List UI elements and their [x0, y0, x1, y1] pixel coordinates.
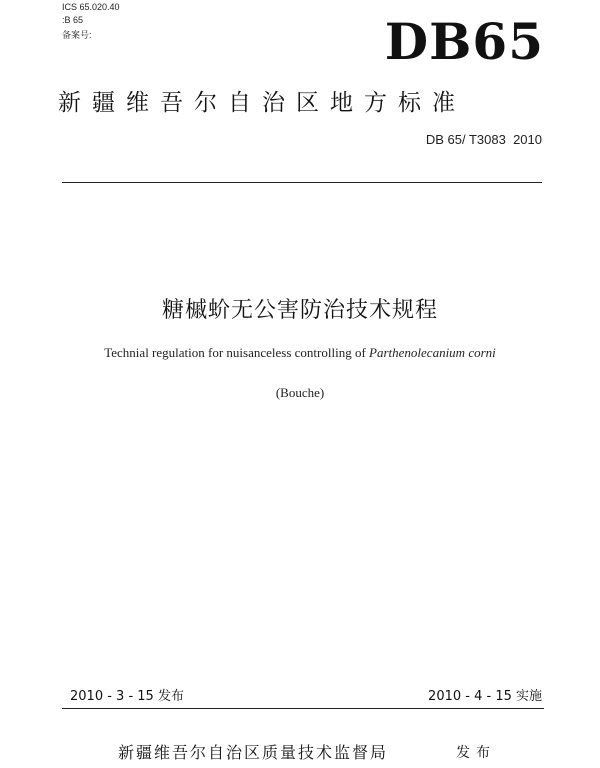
- chinese-title: 糖槭蚧无公害防治技术规程: [161, 298, 438, 323]
- issue-date: 2010 - 3 - 15 发布: [70, 689, 184, 704]
- standard-type-heading: 新疆维吾尔自治区地方标准: [58, 90, 466, 116]
- english-title: [0, 345, 600, 361]
- implementation-date: 2010 - 4 - 15 实施: [428, 689, 542, 704]
- standard-number: DB 65/ T3083 2010: [425, 132, 542, 147]
- species-author: (Bouche): [275, 385, 325, 400]
- footer-divider: [62, 708, 544, 709]
- header-divider: [62, 182, 542, 183]
- english-title-prefix: Technial regulation for nuisanceless controlling of: [104, 345, 370, 360]
- record-number-label: 备案号:: [62, 30, 92, 40]
- english-title-species: Parthenolecanium corni: [369, 345, 496, 360]
- issuing-authority: 新疆维吾尔自治区质量技术监督局: [118, 743, 389, 762]
- issue-label: 发布: [456, 745, 496, 761]
- db65-logo: DB65: [384, 12, 544, 71]
- ics-code: ICS 65.020.40: [62, 2, 120, 12]
- ccs-code: :B 65: [62, 15, 84, 25]
